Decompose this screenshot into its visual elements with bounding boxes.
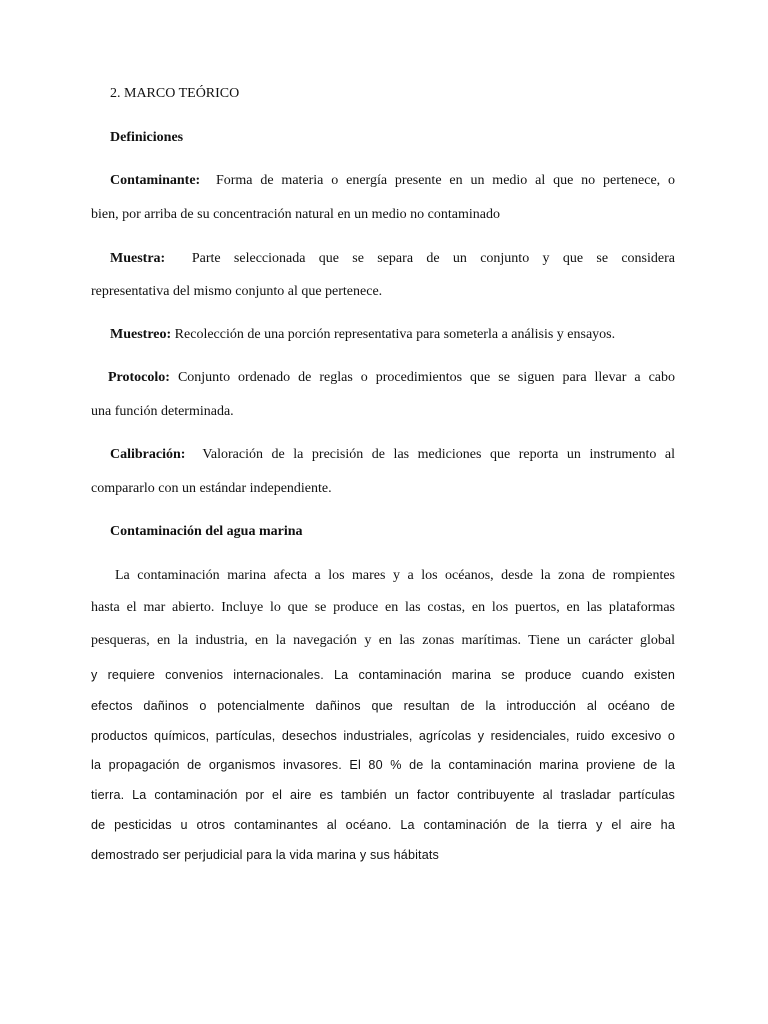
definition-muestra-line2: representativa del mismo conjunto al que pertenece. — [91, 284, 383, 299]
paragraph-line: La contaminación marina afecta a los mares y a los océanos, desde la zona de rompientes — [115, 568, 675, 583]
definition-protocolo-line2: una función determinada. — [91, 404, 234, 419]
definitions-title: Definiciones — [110, 130, 184, 145]
section-title: Contaminación del agua marina — [110, 524, 303, 539]
definition-muestreo-line1: Muestreo: Recolección de una porción representativa para someterla a análisis y ensayos. — [110, 327, 616, 342]
paragraph-line: tierra. La contaminación por el aire es también un factor contribuyente al trasladar partículas — [91, 788, 675, 802]
paragraph-line: y requiere convenios internacionales. La contaminación marina se produce cuando existen — [91, 668, 675, 682]
definition-protocolo-line1: Protocolo: Conjunto ordenado de reglas o procedimientos que se siguen para llevar a cabo — [108, 370, 676, 385]
section-heading: 2. MARCO TEÓRICO — [110, 86, 240, 101]
definition-term: Protocolo: — [108, 370, 170, 385]
definition-term: Contaminante: — [110, 173, 201, 188]
paragraph-line: demostrado ser perjudicial para la vida marina y sus hábitats — [91, 848, 439, 862]
paragraph-line: la propagación de organismos invasores. El 80 % de la contaminación marina proviene de la — [91, 758, 675, 772]
definition-muestra-line1: Muestra: Parte seleccionada que se separa de un conjunto y que se considera — [110, 251, 675, 266]
paragraph-line: hasta el mar abierto. Incluye lo que se produce en las costas, en los puertos, en las plataformas — [91, 600, 675, 615]
definition-contaminante-line2: bien, por arriba de su concentración natural en un medio no contaminado — [91, 207, 500, 222]
definition-calibracion-line2: compararlo con un estándar independiente. — [91, 481, 332, 496]
definition-calibracion-line1: Calibración: Valoración de la precisión de las mediciones que reporta un instrumento al — [110, 447, 675, 462]
paragraph-line: de pesticidas u otros contaminantes al océano. La contaminación de la tierra y el aire ha — [91, 818, 675, 832]
paragraph-line: productos químicos, partículas, desechos industriales, agrícolas y residenciales, ruido excesivo o — [91, 729, 675, 743]
paragraph-line: pesqueras, en la industria, en la navegación y en las zonas marítimas. Tiene un carácter global — [91, 633, 675, 648]
definition-term: Calibración: — [110, 447, 186, 462]
paragraph-line: efectos dañinos o potencialmente dañinos que resultan de la introducción al océano de — [91, 699, 675, 713]
definition-term: Muestreo: — [110, 327, 172, 342]
definition-term: Muestra: — [110, 251, 166, 266]
definition-contaminante-line1: Contaminante: Forma de materia o energía presente en un medio al que no pertenece, o — [110, 173, 676, 188]
